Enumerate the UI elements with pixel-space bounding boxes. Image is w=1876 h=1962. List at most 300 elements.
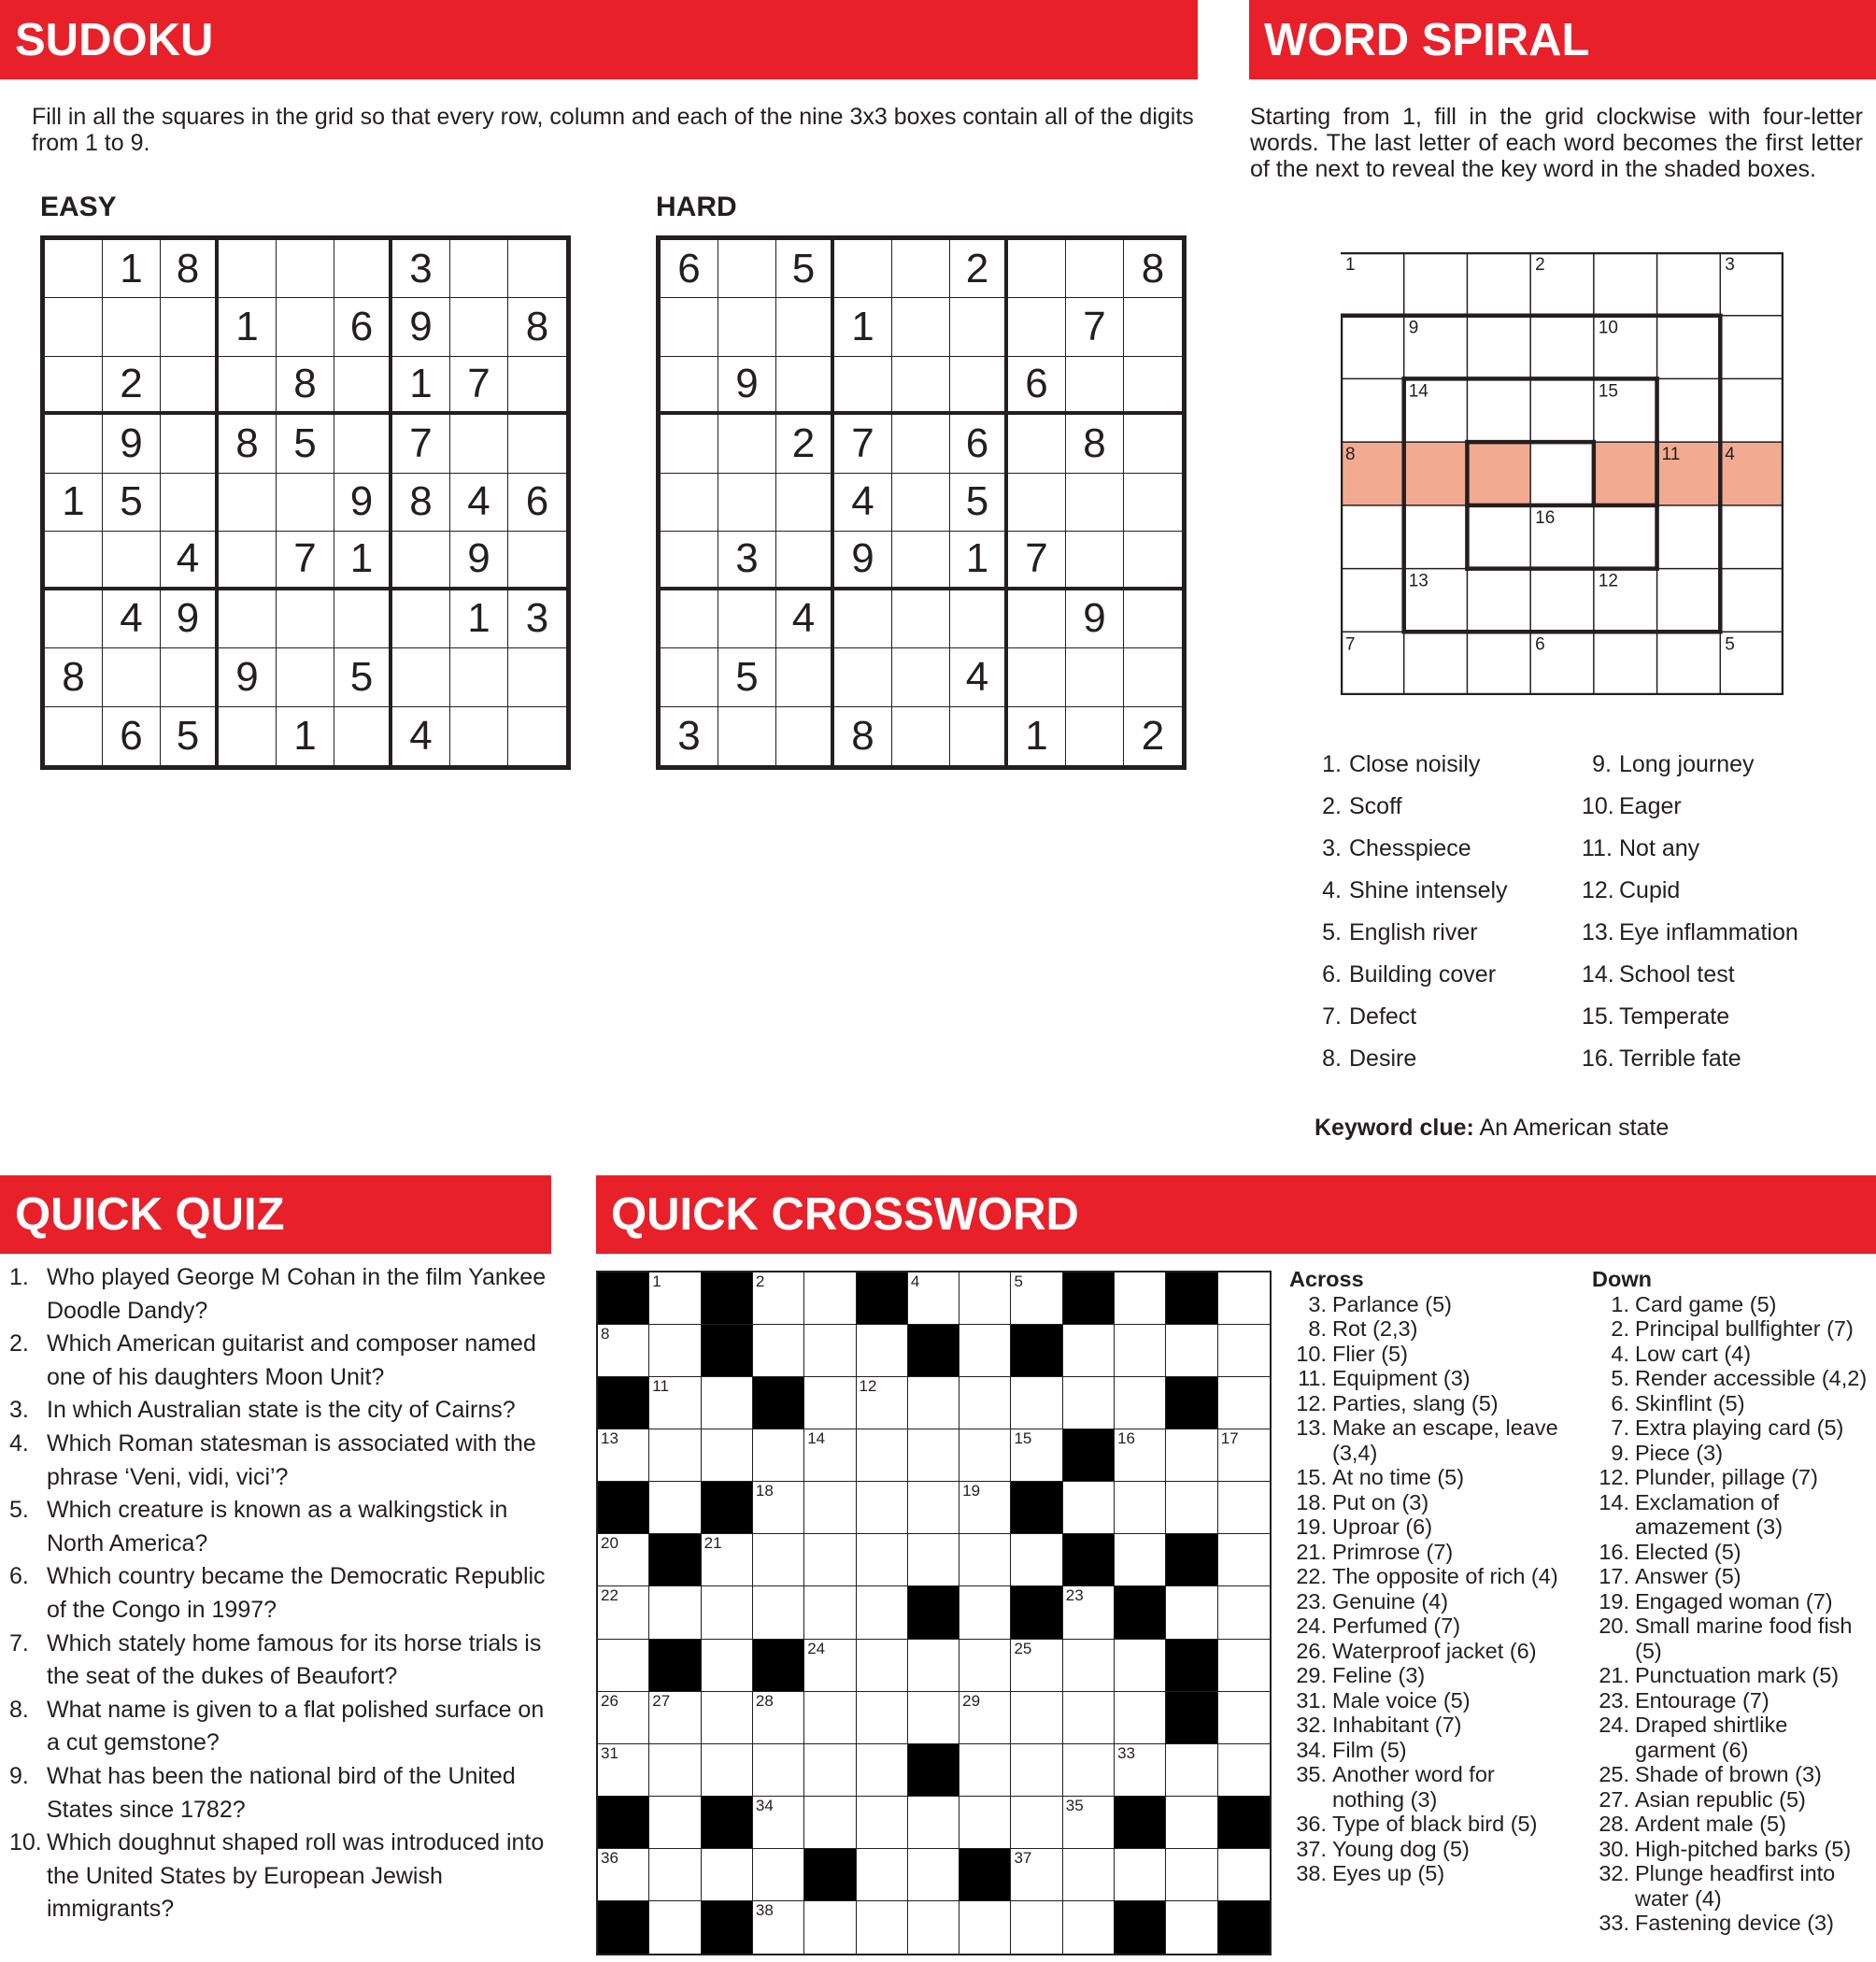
sudoku-cell[interactable]	[776, 532, 834, 590]
crossword-cell[interactable]	[702, 1744, 753, 1797]
sudoku-cell[interactable]	[277, 648, 334, 706]
crossword-cell[interactable]	[753, 1849, 804, 1901]
sudoku-cell[interactable]	[776, 298, 834, 356]
sudoku-cell[interactable]: 5	[334, 648, 392, 706]
sudoku-cell[interactable]	[1008, 298, 1066, 356]
crossword-cell[interactable]	[1063, 1692, 1115, 1744]
sudoku-cell[interactable]	[219, 474, 277, 532]
crossword-cell[interactable]	[1011, 1797, 1062, 1849]
sudoku-cell[interactable]	[1124, 474, 1182, 532]
sudoku-cell[interactable]	[661, 298, 718, 356]
sudoku-cell[interactable]	[1008, 415, 1066, 473]
sudoku-cell[interactable]: 4	[161, 532, 219, 590]
sudoku-cell[interactable]: 1	[950, 532, 1008, 590]
sudoku-cell[interactable]	[334, 707, 392, 765]
crossword-cell[interactable]	[908, 1640, 959, 1692]
sudoku-cell[interactable]	[776, 357, 834, 415]
sudoku-cell[interactable]: 6	[950, 415, 1008, 473]
sudoku-cell[interactable]	[1066, 707, 1124, 765]
crossword-cell[interactable]	[857, 1901, 908, 1954]
sudoku-cell[interactable]	[834, 357, 892, 415]
sudoku-cell[interactable]: 3	[392, 240, 450, 298]
crossword-cell[interactable]	[649, 1849, 701, 1901]
crossword-cell[interactable]	[804, 1325, 856, 1377]
sudoku-cell[interactable]	[103, 298, 161, 356]
crossword-cell[interactable]	[1218, 1272, 1270, 1325]
crossword-cell[interactable]	[908, 1797, 959, 1849]
crossword-cell[interactable]	[1063, 1901, 1115, 1954]
sudoku-cell[interactable]	[161, 648, 219, 706]
crossword-cell[interactable]	[959, 1534, 1011, 1586]
sudoku-cell[interactable]: 2	[950, 240, 1008, 298]
crossword-cell[interactable]	[959, 1692, 1011, 1744]
crossword-cell[interactable]	[908, 1377, 959, 1429]
crossword-cell[interactable]	[804, 1797, 856, 1849]
sudoku-cell[interactable]	[718, 240, 776, 298]
sudoku-cell[interactable]: 8	[219, 415, 277, 473]
crossword-cell[interactable]	[702, 1640, 753, 1692]
crossword-cell[interactable]	[598, 1640, 649, 1692]
crossword-cell[interactable]	[804, 1901, 856, 1954]
crossword-cell[interactable]	[1218, 1534, 1270, 1586]
sudoku-cell[interactable]	[950, 707, 1008, 765]
sudoku-cell[interactable]	[508, 648, 566, 706]
sudoku-cell[interactable]: 8	[392, 474, 450, 532]
crossword-cell[interactable]	[649, 1744, 701, 1797]
sudoku-cell[interactable]	[1066, 474, 1124, 532]
crossword-cell[interactable]	[753, 1797, 804, 1849]
sudoku-cell[interactable]	[508, 707, 566, 765]
sudoku-cell[interactable]	[1124, 298, 1182, 356]
sudoku-cell[interactable]	[450, 298, 508, 356]
sudoku-cell[interactable]	[950, 298, 1008, 356]
sudoku-cell[interactable]: 9	[834, 532, 892, 590]
crossword-cell[interactable]	[1011, 1377, 1062, 1429]
sudoku-cell[interactable]	[1066, 648, 1124, 706]
sudoku-cell[interactable]	[1124, 648, 1182, 706]
sudoku-cell[interactable]: 7	[1066, 298, 1124, 356]
sudoku-cell[interactable]	[892, 298, 950, 356]
crossword-cell[interactable]	[908, 1272, 959, 1325]
crossword-cell[interactable]	[804, 1640, 856, 1692]
crossword-cell[interactable]	[804, 1534, 856, 1586]
crossword-cell[interactable]	[1115, 1429, 1166, 1482]
sudoku-cell[interactable]: 5	[950, 474, 1008, 532]
sudoku-cell[interactable]	[161, 415, 219, 473]
crossword-cell[interactable]	[1011, 1692, 1062, 1744]
sudoku-cell[interactable]	[661, 590, 718, 648]
sudoku-cell[interactable]	[45, 590, 103, 648]
crossword-cell[interactable]	[753, 1325, 804, 1377]
crossword-cell[interactable]	[857, 1429, 908, 1482]
crossword-cell[interactable]	[702, 1849, 753, 1901]
sudoku-cell[interactable]	[508, 240, 566, 298]
sudoku-cell[interactable]	[277, 590, 334, 648]
sudoku-cell[interactable]: 5	[161, 707, 219, 765]
crossword-cell[interactable]	[1063, 1482, 1115, 1534]
sudoku-cell[interactable]	[334, 357, 392, 415]
sudoku-cell[interactable]	[45, 298, 103, 356]
sudoku-cell[interactable]	[277, 474, 334, 532]
sudoku-cell[interactable]: 8	[834, 707, 892, 765]
crossword-cell[interactable]	[753, 1692, 804, 1744]
sudoku-cell[interactable]	[1008, 240, 1066, 298]
crossword-cell[interactable]	[1166, 1849, 1217, 1901]
crossword-cell[interactable]	[804, 1429, 856, 1482]
sudoku-cell[interactable]	[1124, 532, 1182, 590]
sudoku-cell[interactable]: 6	[661, 240, 718, 298]
sudoku-cell[interactable]	[219, 707, 277, 765]
crossword-cell[interactable]	[857, 1482, 908, 1534]
sudoku-cell[interactable]: 7	[834, 415, 892, 473]
sudoku-cell[interactable]	[450, 707, 508, 765]
crossword-cell[interactable]	[598, 1534, 649, 1586]
sudoku-cell[interactable]: 6	[508, 474, 566, 532]
sudoku-cell[interactable]: 7	[392, 415, 450, 473]
crossword-cell[interactable]	[959, 1429, 1011, 1482]
sudoku-cell[interactable]	[334, 240, 392, 298]
crossword-cell[interactable]	[1063, 1377, 1115, 1429]
sudoku-cell[interactable]	[450, 240, 508, 298]
crossword-cell[interactable]	[908, 1534, 959, 1586]
crossword-cell[interactable]	[1011, 1429, 1062, 1482]
sudoku-cell[interactable]	[219, 590, 277, 648]
sudoku-cell[interactable]	[834, 590, 892, 648]
sudoku-cell[interactable]	[661, 648, 718, 706]
sudoku-cell[interactable]	[892, 590, 950, 648]
crossword-cell[interactable]	[857, 1692, 908, 1744]
quiz-question: 4. Which Roman statesman is associated with the phrase ‘Veni, vidi, vici’?	[9, 1429, 536, 1490]
sudoku-cell[interactable]: 6	[103, 707, 161, 765]
sudoku-cell[interactable]: 9	[161, 590, 219, 648]
sudoku-cell[interactable]	[277, 240, 334, 298]
crossword-cell[interactable]	[1166, 1429, 1217, 1482]
crossword-cell[interactable]	[1115, 1272, 1166, 1325]
crossword-cell[interactable]	[598, 1325, 649, 1377]
crossword-cell[interactable]	[598, 1849, 649, 1901]
sudoku-cell[interactable]	[219, 357, 277, 415]
sudoku-cell[interactable]	[718, 474, 776, 532]
crossword-cell[interactable]	[1063, 1744, 1115, 1797]
sudoku-cell[interactable]: 8	[1124, 240, 1182, 298]
crossword-cell[interactable]	[649, 1325, 701, 1377]
sudoku-cell[interactable]	[219, 240, 277, 298]
sudoku-cell[interactable]	[892, 240, 950, 298]
sudoku-cell[interactable]	[834, 648, 892, 706]
sudoku-cell[interactable]: 7	[450, 357, 508, 415]
sudoku-cell[interactable]: 4	[950, 648, 1008, 706]
sudoku-cell[interactable]: 9	[450, 532, 508, 590]
crossword-cell[interactable]	[702, 1534, 753, 1586]
sudoku-cell[interactable]: 7	[1008, 532, 1066, 590]
sudoku-cell[interactable]	[892, 648, 950, 706]
crossword-cell[interactable]	[804, 1744, 856, 1797]
sudoku-cell[interactable]	[103, 648, 161, 706]
crossword-cell[interactable]	[1166, 1901, 1217, 1954]
sudoku-cell[interactable]	[892, 415, 950, 473]
crossword-cell[interactable]	[908, 1482, 959, 1534]
crossword-cell[interactable]	[753, 1482, 804, 1534]
sudoku-cell[interactable]: 6	[1008, 357, 1066, 415]
crossword-cell[interactable]	[908, 1429, 959, 1482]
sudoku-cell[interactable]	[776, 648, 834, 706]
crossword-cell[interactable]	[857, 1640, 908, 1692]
sudoku-cell[interactable]	[1008, 648, 1066, 706]
sudoku-cell[interactable]: 8	[1066, 415, 1124, 473]
crossword-cell[interactable]	[857, 1849, 908, 1901]
crossword-cell[interactable]	[1218, 1849, 1270, 1901]
crossword-cell[interactable]	[649, 1901, 701, 1954]
sudoku-cell[interactable]	[392, 590, 450, 648]
sudoku-cell[interactable]: 8	[508, 298, 566, 356]
sudoku-cell[interactable]: 1	[450, 590, 508, 648]
crossword-cell[interactable]	[753, 1744, 804, 1797]
crossword-cell[interactable]	[649, 1797, 701, 1849]
crossword-cell[interactable]	[857, 1744, 908, 1797]
crossword-cell[interactable]	[1166, 1325, 1217, 1377]
spiral-shaded-cell[interactable]	[1404, 442, 1468, 505]
sudoku-cell[interactable]	[834, 240, 892, 298]
sudoku-cell[interactable]: 4	[392, 707, 450, 765]
sudoku-cell[interactable]	[1066, 240, 1124, 298]
sudoku-cell[interactable]: 2	[103, 357, 161, 415]
crossword-cell[interactable]	[959, 1325, 1011, 1377]
sudoku-cell[interactable]: 9	[718, 357, 776, 415]
crossword-cell[interactable]	[598, 1429, 649, 1482]
sudoku-cell[interactable]	[161, 298, 219, 356]
sudoku-cell[interactable]	[219, 532, 277, 590]
crossword-cell[interactable]	[857, 1586, 908, 1639]
sudoku-cell[interactable]	[45, 240, 103, 298]
crossword-cell[interactable]	[1115, 1692, 1166, 1744]
crossword-cell[interactable]	[1063, 1849, 1115, 1901]
crossword-cell[interactable]	[908, 1901, 959, 1954]
crossword-cell[interactable]	[804, 1377, 856, 1429]
crossword-cell[interactable]	[857, 1534, 908, 1586]
crossword-cell[interactable]	[702, 1586, 753, 1639]
sudoku-cell[interactable]	[161, 357, 219, 415]
crossword-cell[interactable]	[804, 1482, 856, 1534]
crossword-cell[interactable]	[1218, 1744, 1270, 1797]
sudoku-cell[interactable]	[718, 298, 776, 356]
crossword-cell[interactable]	[804, 1272, 856, 1325]
crossword-cell[interactable]	[649, 1272, 701, 1325]
sudoku-cell[interactable]	[661, 474, 718, 532]
crossword-cell[interactable]	[908, 1692, 959, 1744]
crossword-cell[interactable]	[1218, 1325, 1270, 1377]
sudoku-cell[interactable]	[892, 707, 950, 765]
sudoku-cell[interactable]: 1	[392, 357, 450, 415]
crossword-cell[interactable]	[1166, 1586, 1217, 1639]
sudoku-cell[interactable]: 6	[334, 298, 392, 356]
sudoku-cell[interactable]: 4	[103, 590, 161, 648]
sudoku-cell[interactable]	[718, 707, 776, 765]
sudoku-cell[interactable]: 2	[1141, 712, 1165, 759]
sudoku-cell[interactable]	[1066, 357, 1124, 415]
sudoku-cell[interactable]: 8	[277, 357, 334, 415]
crossword-cell[interactable]	[649, 1429, 701, 1482]
sudoku-cell[interactable]	[718, 415, 776, 473]
sudoku-cell[interactable]: 8	[45, 648, 103, 706]
sudoku-cell[interactable]: 1	[277, 707, 334, 765]
crossword-cell[interactable]	[649, 1377, 701, 1429]
sudoku-cell[interactable]	[508, 357, 566, 415]
sudoku-cell[interactable]: 1	[334, 532, 392, 590]
sudoku-cell[interactable]	[45, 707, 103, 765]
sudoku-cell[interactable]	[277, 298, 334, 356]
sudoku-cell[interactable]	[45, 415, 103, 473]
sudoku-cell[interactable]	[334, 590, 392, 648]
sudoku-cell[interactable]	[1008, 474, 1066, 532]
crossword-cell[interactable]	[1115, 1640, 1166, 1692]
crossword-cell[interactable]	[1218, 1377, 1270, 1429]
sudoku-cell[interactable]	[776, 474, 834, 532]
crossword-cell[interactable]	[598, 1692, 649, 1744]
crossword-cell[interactable]	[857, 1377, 908, 1429]
crossword-cell[interactable]	[1011, 1744, 1062, 1797]
crossword-cell[interactable]	[649, 1586, 701, 1639]
crossword-cell[interactable]	[857, 1797, 908, 1849]
spiral-shaded-cell[interactable]	[1467, 442, 1530, 505]
sudoku-cell[interactable]	[1124, 590, 1182, 648]
sudoku-cell[interactable]: 2	[776, 415, 834, 473]
sudoku-cell[interactable]: 3	[661, 707, 718, 765]
sudoku-cell[interactable]	[892, 357, 950, 415]
sudoku-cell[interactable]	[45, 357, 103, 415]
sudoku-cell[interactable]	[45, 532, 103, 590]
sudoku-cell[interactable]	[334, 415, 392, 473]
crossword-cell[interactable]	[1115, 1744, 1166, 1797]
sudoku-cell[interactable]: 9	[219, 648, 277, 706]
crossword-black-cell	[702, 1325, 753, 1377]
crossword-cell[interactable]	[702, 1692, 753, 1744]
crossword-cell[interactable]	[753, 1429, 804, 1482]
sudoku-cell[interactable]: 9	[392, 298, 450, 356]
sudoku-cell[interactable]: 1	[219, 298, 277, 356]
crossword-cell[interactable]	[1218, 1482, 1270, 1534]
crossword-cell[interactable]	[1218, 1640, 1270, 1692]
sudoku-cell[interactable]	[892, 532, 950, 590]
crossword-cell[interactable]	[753, 1534, 804, 1586]
sudoku-cell[interactable]	[392, 532, 450, 590]
crossword-cell[interactable]	[959, 1901, 1011, 1954]
sudoku-cell[interactable]	[450, 415, 508, 473]
crossword-cell[interactable]	[1218, 1692, 1270, 1744]
crossword-cell[interactable]	[1063, 1797, 1115, 1849]
crossword-cell[interactable]	[1115, 1849, 1166, 1901]
sudoku-cell[interactable]: 1	[45, 474, 103, 532]
crossword-cell[interactable]	[959, 1797, 1011, 1849]
crossword-cell[interactable]	[702, 1429, 753, 1482]
crossword-cell[interactable]	[702, 1377, 753, 1429]
crossword-cell[interactable]	[959, 1640, 1011, 1692]
crossword-cell[interactable]	[1218, 1429, 1270, 1482]
crossword-cell[interactable]	[1011, 1272, 1062, 1325]
crossword-cell[interactable]	[908, 1849, 959, 1901]
sudoku-cell[interactable]	[661, 357, 718, 415]
crossword-cell[interactable]	[959, 1744, 1011, 1797]
crossword-cell[interactable]	[753, 1272, 804, 1325]
crossword-cell[interactable]	[1166, 1482, 1217, 1534]
sudoku-cell[interactable]	[508, 415, 566, 473]
sudoku-cell[interactable]: 9	[103, 415, 161, 473]
crossword-cell[interactable]	[598, 1586, 649, 1639]
spiral-shaded-cell[interactable]	[1594, 442, 1657, 505]
sudoku-cell[interactable]	[661, 415, 718, 473]
crossword-cell[interactable]	[1218, 1586, 1270, 1639]
sudoku-cell[interactable]: 4	[834, 474, 892, 532]
sudoku-cell[interactable]	[1124, 357, 1182, 415]
crossword-cell[interactable]	[753, 1901, 804, 1954]
sudoku-cell[interactable]	[1124, 415, 1182, 473]
crossword-cell[interactable]	[1011, 1534, 1062, 1586]
sudoku-cell[interactable]: 3	[508, 590, 566, 648]
sudoku-cell[interactable]: 5	[776, 240, 834, 298]
crossword-cell[interactable]	[1115, 1325, 1166, 1377]
crossword-cell[interactable]	[804, 1586, 856, 1639]
sudoku-cell[interactable]: 4	[450, 474, 508, 532]
crossword-cell[interactable]	[598, 1744, 649, 1797]
crossword-cell[interactable]	[857, 1325, 908, 1377]
crossword-cell[interactable]	[1011, 1901, 1062, 1954]
sudoku-cell[interactable]	[1066, 532, 1124, 590]
crossword-cell[interactable]	[1166, 1744, 1217, 1797]
crossword-cell[interactable]	[649, 1692, 701, 1744]
crossword-cell[interactable]	[753, 1586, 804, 1639]
sudoku-cell[interactable]: 3	[718, 532, 776, 590]
sudoku-cell[interactable]	[950, 590, 1008, 648]
crossword-cell[interactable]	[1063, 1325, 1115, 1377]
sudoku-cell[interactable]: 1	[834, 298, 892, 356]
sudoku-cell[interactable]	[950, 357, 1008, 415]
sudoku-cell[interactable]	[392, 648, 450, 706]
crossword-cell[interactable]	[1115, 1377, 1166, 1429]
sudoku-cell[interactable]	[450, 648, 508, 706]
crossword-cell[interactable]	[1115, 1482, 1166, 1534]
crossword-cell[interactable]	[1115, 1534, 1166, 1586]
sudoku-cell[interactable]: 9	[1066, 590, 1124, 648]
sudoku-cell[interactable]: 4	[776, 590, 834, 648]
sudoku-cell[interactable]: 7	[277, 532, 334, 590]
crossword-cell[interactable]	[959, 1482, 1011, 1534]
crossword-cell[interactable]	[1011, 1849, 1062, 1901]
sudoku-cell[interactable]	[661, 532, 718, 590]
sudoku-cell[interactable]: 5	[277, 415, 334, 473]
sudoku-cell[interactable]	[103, 532, 161, 590]
crossword-cell[interactable]	[1063, 1586, 1115, 1639]
sudoku-cell[interactable]: 5	[103, 474, 161, 532]
sudoku-cell[interactable]	[1008, 590, 1066, 648]
sudoku-cell[interactable]	[508, 532, 566, 590]
sudoku-cell[interactable]: 8	[161, 240, 219, 298]
crossword-cell[interactable]	[959, 1272, 1011, 1325]
crossword-cell[interactable]	[959, 1586, 1011, 1639]
crossword-cell[interactable]	[1063, 1640, 1115, 1692]
crossword-cell[interactable]	[804, 1692, 856, 1744]
sudoku-cell[interactable]: 9	[334, 474, 392, 532]
crossword-cell[interactable]	[1011, 1640, 1062, 1692]
crossword-cell[interactable]	[1166, 1797, 1217, 1849]
crossword-cell[interactable]	[959, 1377, 1011, 1429]
crossword-cell[interactable]	[649, 1482, 701, 1534]
sudoku-cell[interactable]	[892, 474, 950, 532]
sudoku-cell[interactable]	[718, 590, 776, 648]
sudoku-cell[interactable]: 1	[1008, 707, 1066, 765]
sudoku-cell[interactable]: 5	[718, 648, 776, 706]
sudoku-cell[interactable]	[776, 707, 834, 765]
sudoku-cell[interactable]	[161, 474, 219, 532]
sudoku-cell[interactable]: 1	[103, 240, 161, 298]
